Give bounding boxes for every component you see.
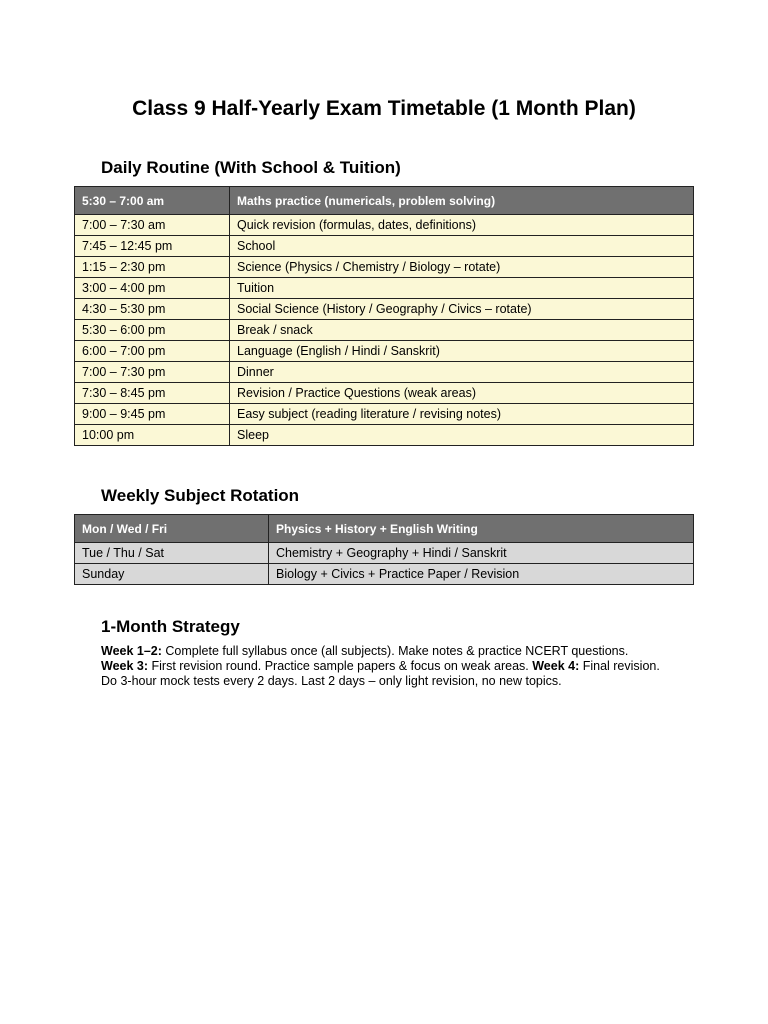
time-cell: 7:45 – 12:45 pm xyxy=(75,236,230,257)
time-cell: 7:30 – 8:45 pm xyxy=(75,383,230,404)
table-row xyxy=(75,404,694,425)
weekly-rotation-heading: Weekly Subject Rotation xyxy=(101,486,300,505)
page-title: Class 9 Half-Yearly Exam Timetable (1 Month Plan) xyxy=(132,97,636,120)
subjects-cell: Biology + Civics + Practice Paper / Revision xyxy=(269,564,694,585)
week-1-2-text: Complete full syllabus once (all subjects). Make notes & practice NCERT questions. xyxy=(161,644,629,658)
table-row xyxy=(75,425,694,446)
header-activity-cell: Maths practice (numericals, problem solving) xyxy=(230,187,694,215)
table-row xyxy=(75,362,694,383)
time-cell: 10:00 pm xyxy=(75,425,230,446)
subjects-cell: Chemistry + Geography + Hindi / Sanskrit xyxy=(269,543,694,564)
activity-cell: School xyxy=(230,236,694,257)
week-3-text: First revision round. Practice sample papers & focus on weak areas. xyxy=(148,659,533,673)
weekly-rotation-table xyxy=(74,514,694,585)
activity-cell: Social Science (History / Geography / Civics – rotate) xyxy=(230,299,694,320)
activity-cell: Dinner xyxy=(230,362,694,383)
header-days-cell: Mon / Wed / Fri xyxy=(75,515,269,543)
activity-cell: Quick revision (formulas, dates, definitions) xyxy=(230,215,694,236)
activity-cell: Sleep xyxy=(230,425,694,446)
activity-cell: Tuition xyxy=(230,278,694,299)
time-cell: 1:15 – 2:30 pm xyxy=(75,257,230,278)
strategy-heading: 1-Month Strategy xyxy=(101,617,240,636)
daily-routine-table xyxy=(74,186,694,446)
week-4-text: Final revision. Do 3-hour mock tests every 2 days. Last 2 days – only light revision, no new topics. xyxy=(101,659,660,688)
table-row xyxy=(75,278,694,299)
time-cell: 7:00 – 7:30 am xyxy=(75,215,230,236)
table-row xyxy=(75,236,694,257)
table-row xyxy=(75,543,694,564)
time-cell: 3:00 – 4:00 pm xyxy=(75,278,230,299)
time-cell: 6:00 – 7:00 pm xyxy=(75,341,230,362)
week-1-2-label: Week 1–2: xyxy=(101,644,162,658)
activity-cell: Science (Physics / Chemistry / Biology – rotate) xyxy=(230,257,694,278)
activity-cell: Revision / Practice Questions (weak areas) xyxy=(230,383,694,404)
table-row xyxy=(75,320,694,341)
time-cell: 5:30 – 6:00 pm xyxy=(75,320,230,341)
daily-routine-heading: Daily Routine (With School & Tuition) xyxy=(101,158,401,177)
days-cell: Sunday xyxy=(75,564,269,585)
table-row xyxy=(75,564,694,585)
time-cell: 7:00 – 7:30 pm xyxy=(75,362,230,383)
table-header-row xyxy=(75,515,694,543)
table-row xyxy=(75,215,694,236)
week-3-label: Week 3: xyxy=(101,659,149,673)
activity-cell: Break / snack xyxy=(230,320,694,341)
table-row xyxy=(75,257,694,278)
strategy-paragraph xyxy=(101,644,661,689)
table-row xyxy=(75,383,694,404)
activity-cell: Easy subject (reading literature / revising notes) xyxy=(230,404,694,425)
time-cell: 4:30 – 5:30 pm xyxy=(75,299,230,320)
time-cell: 9:00 – 9:45 pm xyxy=(75,404,230,425)
table-row xyxy=(75,341,694,362)
days-cell: Tue / Thu / Sat xyxy=(75,543,269,564)
week-4-label: Week 4: xyxy=(532,659,580,673)
table-header-row xyxy=(75,187,694,215)
activity-cell: Language (English / Hindi / Sanskrit) xyxy=(230,341,694,362)
header-time-cell: 5:30 – 7:00 am xyxy=(75,187,230,215)
table-row xyxy=(75,299,694,320)
header-subjects-cell: Physics + History + English Writing xyxy=(269,515,694,543)
